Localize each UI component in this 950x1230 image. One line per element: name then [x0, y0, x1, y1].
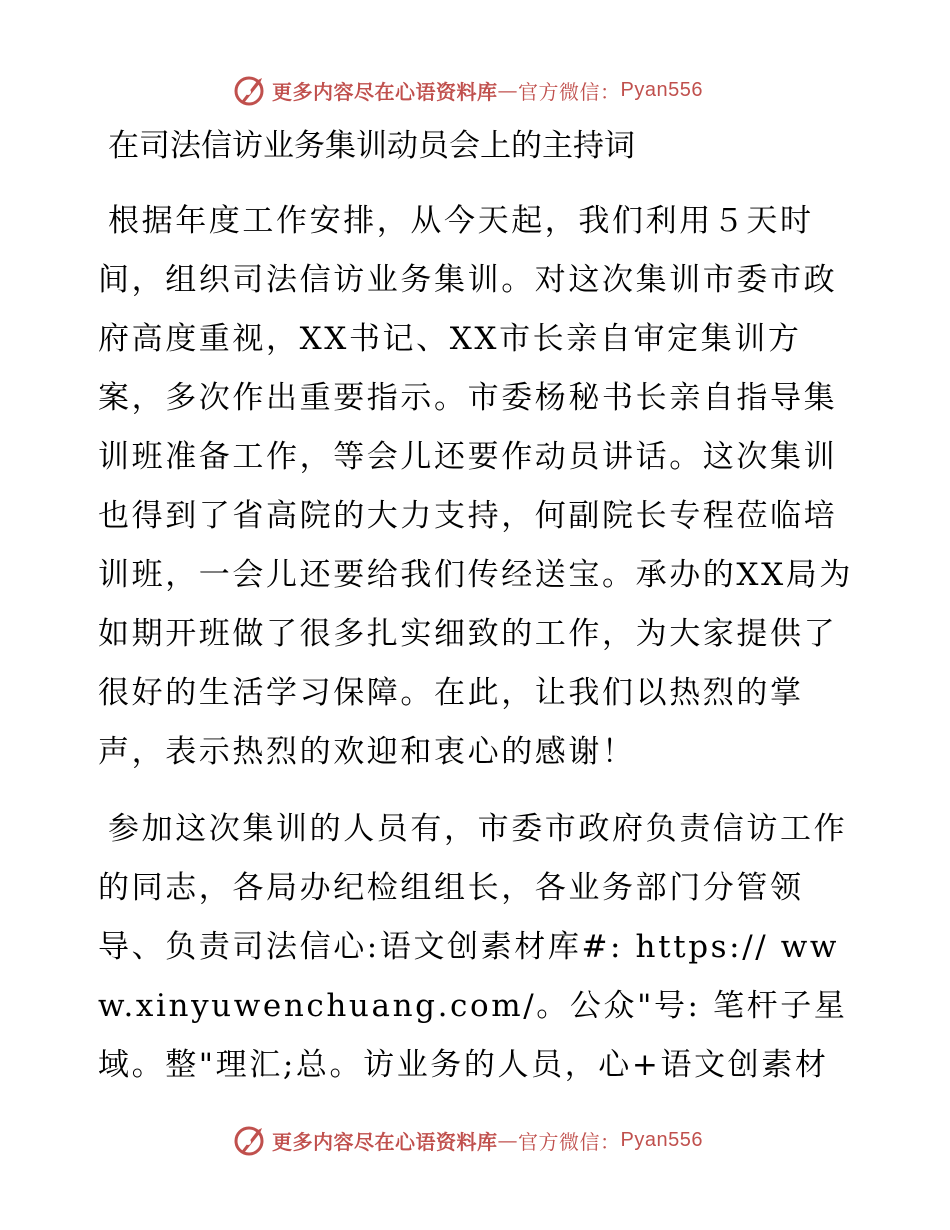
banner-wechat-id: Pyan556	[620, 1128, 703, 1151]
banner-main-text: 更多内容尽在心语资料库	[272, 79, 498, 104]
document-body	[98, 120, 858, 1113]
banner-dash: —	[497, 1128, 518, 1152]
paragraph-2	[98, 800, 858, 1095]
header-banner	[232, 70, 703, 110]
footer-banner	[232, 1120, 703, 1160]
banner-sub-text: 官方微信：	[518, 79, 621, 104]
paragraph-1	[98, 192, 858, 782]
paragraph-1-text: 根据年度工作安排，从今天起，我们利用５天时间，组织司法信访业务集训。对这次集训市委市政府高度重视，XX书记、XX市长亲自审定集训方案，多次作出重要指示。市委杨秘书长亲自指导集训班准备工作，等会儿还要作动员讲话。这次集训也得到了省高院的大力支持，何副院长专程莅临培训班，一会儿还要给我们传经送宝。承办的XX局为如期开班做了很多扎实细致的工作，为大家提供了很好的生活学习保障。在此，让我们以热烈的掌声，表示热烈的欢迎和衷心的感谢！	[98, 203, 853, 770]
quill-logo-icon	[232, 72, 268, 108]
banner-main-text: 更多内容尽在心语资料库	[272, 1129, 498, 1154]
banner-wechat-id: Pyan556	[620, 78, 703, 101]
document-title: 在司法信访业务集训动员会上的主持词	[108, 128, 635, 164]
banner-dash: —	[497, 78, 518, 102]
banner-sub-text: 官方微信：	[518, 1129, 621, 1154]
paragraph-2-text: 参加这次集训的人员有，市委市政府负责信访工作的同志，各局办纪检组组长，各业务部门分管领导、负责司法信心:语文创素材库#: https:// www.xinyuwenchuang.com/。公众"号: 笔杆子星域。整"理汇;总。访业务的人员，心+语文创素材	[98, 811, 848, 1083]
quill-logo-icon	[232, 1122, 268, 1158]
